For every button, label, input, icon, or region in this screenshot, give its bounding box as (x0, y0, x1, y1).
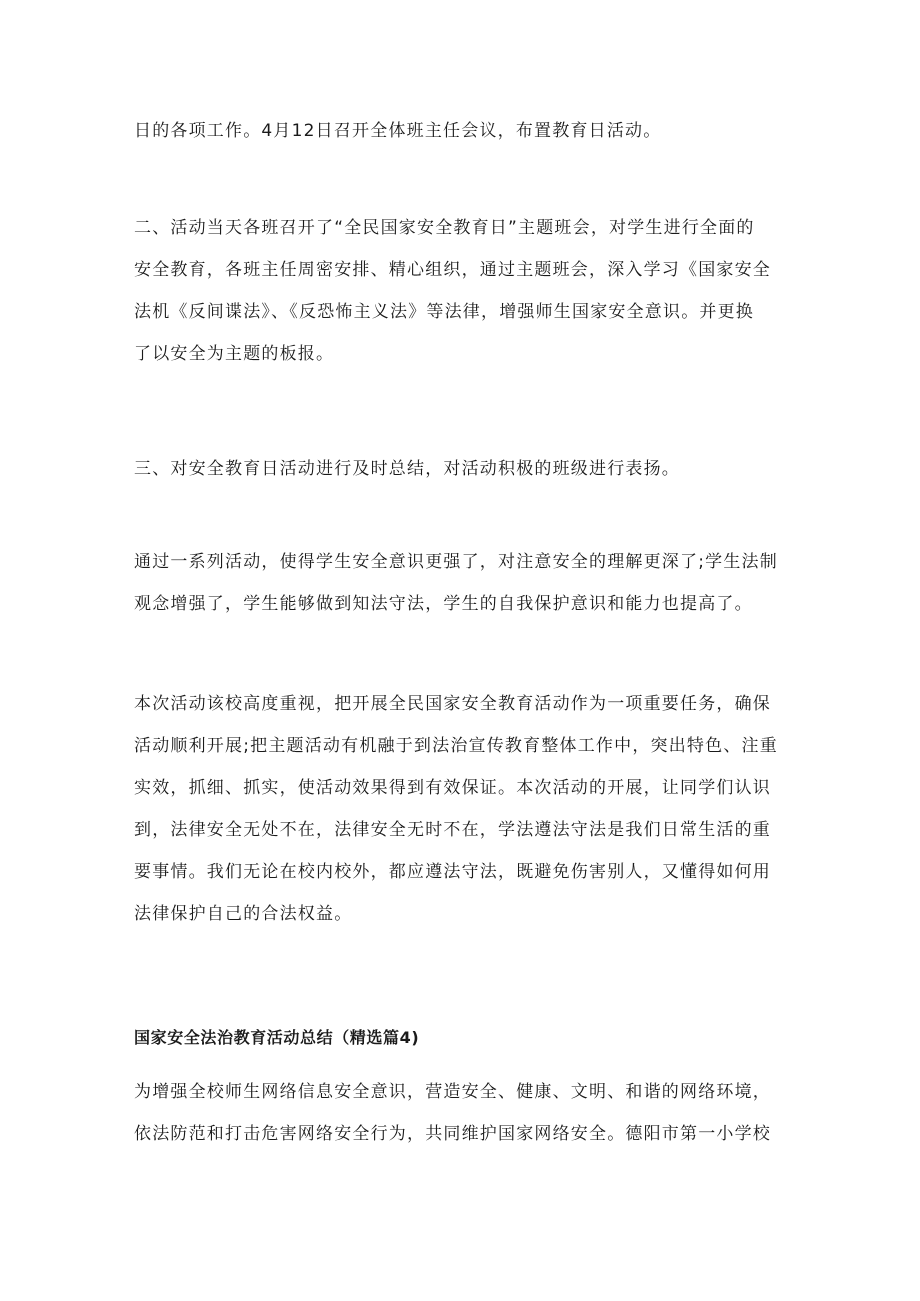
paragraph-2 (134, 207, 794, 375)
text-line: 了以安全为主题的板报。 (134, 344, 335, 364)
text-line: 法机《反间谍法》、《反恐怖主义法》等法律，增强师生国家安全意识。并更换 (134, 302, 754, 322)
text-line: 本次活动该校高度重视，把开展全民国家安全教育活动作为一项重要任务，确保 (134, 694, 771, 714)
text-line: 三、对安全教育日活动进行及时总结，对活动积极的班级进行表扬。 (134, 459, 680, 479)
text-line: 实效，抓细、抓实，使活动效果得到有效保证。本次活动的开展，让同学们认识 (134, 778, 771, 798)
paragraph-5 (134, 683, 794, 935)
text-line: 为增强全校师生网络信息安全意识，营造安全、健康、文明、和谐的网络环境， (134, 1082, 771, 1102)
text-line: 要事情。我们无论在校内校外，都应遵法守法，既避免伤害别人，又懂得如何用 (134, 862, 771, 882)
text-line: 通过一系列活动，使得学生安全意识更强了，对注意安全的理解更深了;学生法制 (134, 552, 778, 572)
text-line: 安全教育，各班主任周密安排、精心组织，通过主题班会，深入学习《国家安全 (134, 260, 771, 280)
text-line: 到，法律安全无处不在，法律安全无时不在，学法遵法守法是我们日常生活的重 (134, 820, 771, 840)
paragraph-1 (134, 110, 794, 152)
text-line: 法律保护自己的合法权益。 (134, 904, 353, 924)
text-line: 依法防范和打击危害网络安全行为，共同维护国家网络安全。德阳市第一小学校 (134, 1124, 771, 1144)
text-line: 观念增强了，学生能够做到知法守法，学生的自我保护意识和能力也提高了。 (134, 594, 753, 614)
text-line: 二、活动当天各班召开了“全民国家安全教育日”主题班会，对学生进行全面的 (134, 218, 755, 238)
text-line: 日的各项工作。4月12日召开全体班主任会议，布置教育日活动。 (134, 121, 662, 141)
section-heading: 国家安全法治教育活动总结（精选篇4) (134, 1028, 420, 1047)
paragraph-6 (134, 1071, 794, 1155)
paragraph-3 (134, 448, 794, 490)
text-line: 活动顺利开展;把主题活动有机融于到法治宣传教育整体工作中，突出特色、注重 (134, 736, 778, 756)
paragraph-4 (134, 541, 794, 625)
